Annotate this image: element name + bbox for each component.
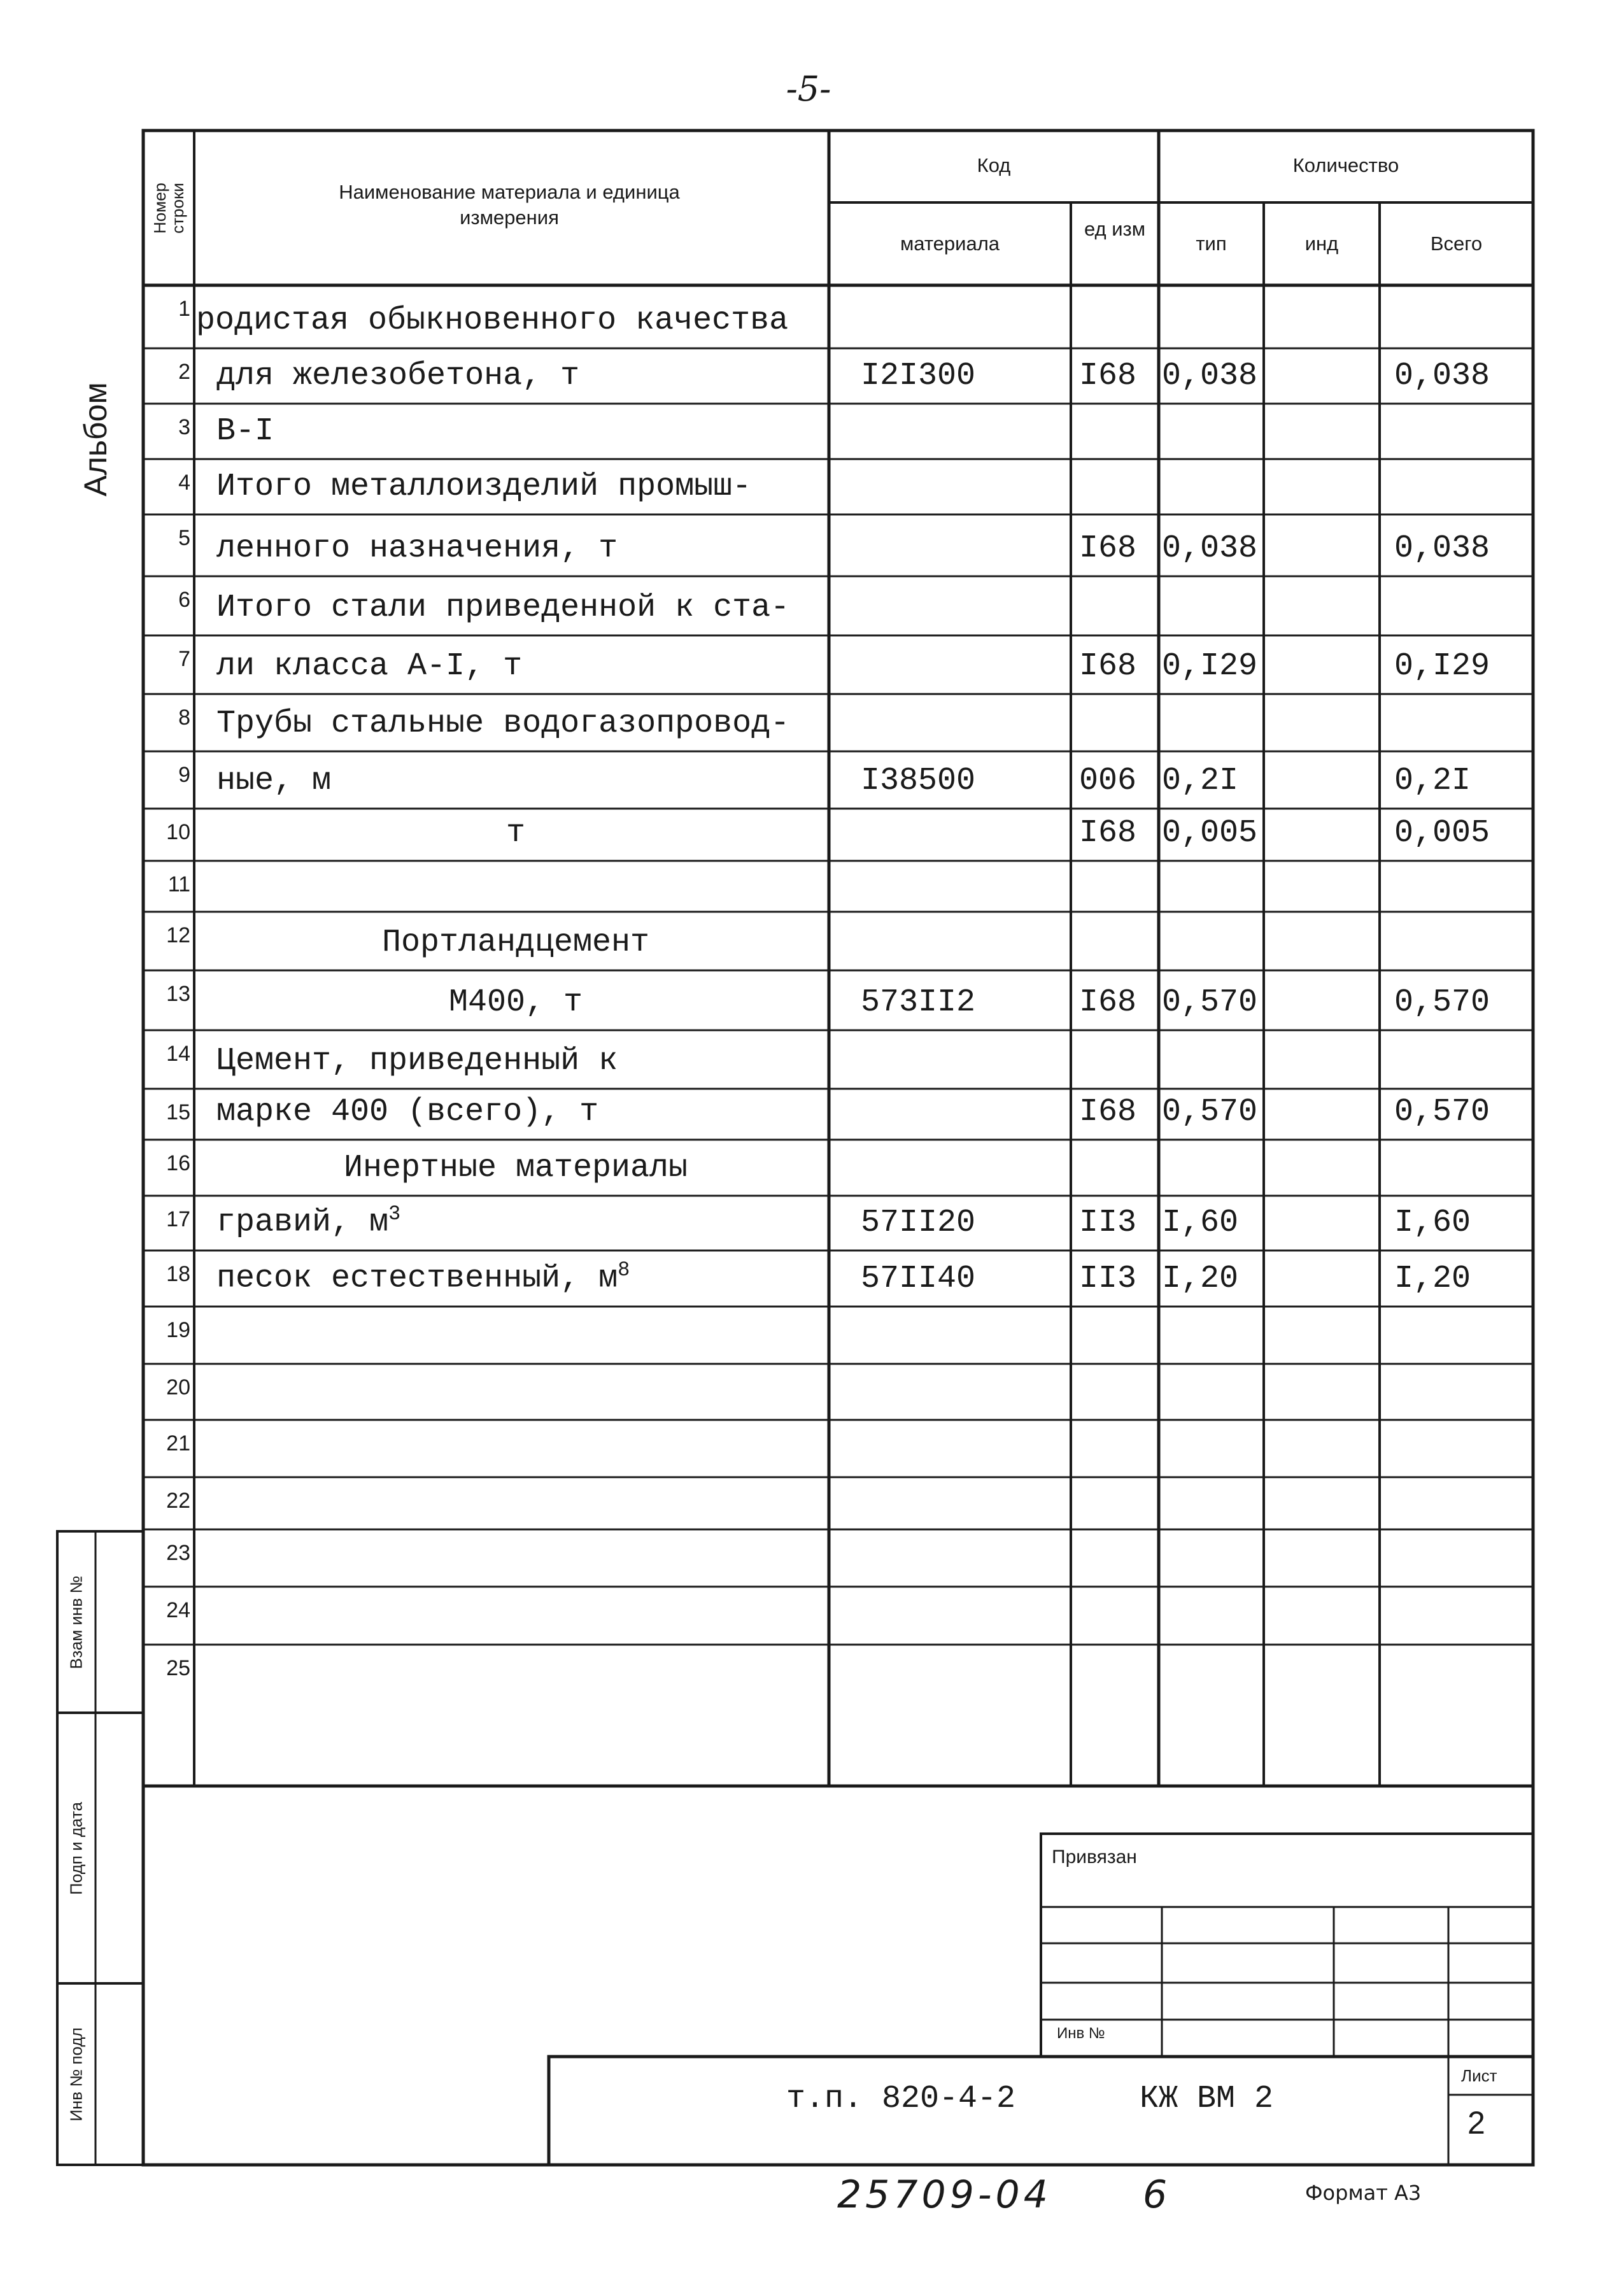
cell-mat [861,694,1071,751]
cell-typ [1162,1030,1264,1089]
cell-typ [1162,404,1264,459]
cell-name: Цемент, приведенный к [216,1043,618,1079]
cell-unit [1079,1364,1159,1420]
cell-typ: I,20 [1162,1261,1239,1297]
cell-unit: I68 [1079,358,1137,394]
table-row [0,514,1619,576]
cell-total [1394,912,1533,970]
cell-mat [861,1089,1071,1140]
cell-name: ли класса A-I, т [216,648,523,684]
privyazan-label: Привязан [1052,1846,1137,1867]
cell-mat [861,861,1071,912]
cell-n: 10 [166,820,190,844]
cell-typ [1162,1364,1264,1420]
table-row [0,809,1619,861]
qty-ind-header: инд [1304,232,1339,255]
cell-name [204,1529,828,1587]
cell-unit: II3 [1079,1261,1137,1297]
cell-n: 22 [166,1489,190,1513]
vzam-inv-label: Взам инв № [66,1575,86,1669]
cell-mat [861,635,1071,694]
cell-mat: 573II2 [861,984,976,1021]
cell-name: Итого стали приведенной к ста- [216,590,790,626]
cell-typ [1162,1477,1264,1529]
table-row [0,404,1619,459]
cell-n: 15 [166,1100,190,1124]
cell-n: 20 [166,1375,190,1400]
cell-name: т [505,815,525,851]
cell-name [204,1477,828,1529]
table-row [0,1251,1619,1307]
cell-name [204,1364,828,1420]
cell-unit [1079,1529,1159,1587]
cell-total [1394,459,1533,514]
cell-typ [1162,861,1264,912]
cell-mat [861,404,1071,459]
cell-mat [861,1364,1071,1420]
table-row [0,285,1619,348]
cell-unit [1079,694,1159,751]
format-label: Формат А3 [1305,2181,1422,2205]
table-row [0,459,1619,514]
cell-mat [861,576,1071,635]
table-row [0,861,1619,912]
cell-name: родистая обыкновенного качества [196,302,789,339]
cell-total: 0,I29 [1394,648,1490,684]
cell-n: 9 [178,763,190,787]
cell-total: 0,038 [1394,530,1490,567]
table-row [0,1587,1619,1645]
cell-total [1394,285,1533,348]
table-row [0,1645,1619,1719]
table-row [0,1477,1619,1529]
cell-total [1394,1140,1533,1196]
cell-mat [861,1307,1071,1364]
table-row [0,1420,1619,1477]
cell-unit [1079,1645,1159,1719]
cell-mat [861,1477,1071,1529]
cell-total [1394,1364,1533,1420]
cell-typ [1162,459,1264,514]
cell-typ: 0,038 [1162,358,1258,394]
table-row [0,1140,1619,1196]
cell-n: 7 [178,647,190,671]
cell-mat: I2I300 [861,358,976,394]
cell-n: 8 [178,705,190,730]
cell-mat [861,459,1071,514]
table-row [0,1307,1619,1364]
cell-typ [1162,576,1264,635]
cell-n: 25 [166,1656,190,1680]
cell-unit [1079,285,1159,348]
table-row [0,1089,1619,1140]
cell-typ: 0,005 [1162,815,1258,851]
table-row [0,576,1619,635]
row-number-header: Номер строки [150,182,187,234]
cell-total: 0,038 [1394,358,1490,394]
cell-name: Трубы стальные водогазопровод- [216,705,790,742]
cell-typ [1162,285,1264,348]
cell-n: 23 [166,1541,190,1565]
cell-mat [861,285,1071,348]
cell-typ [1162,1587,1264,1645]
cell-total [1394,1645,1533,1719]
material-code-header: материала [900,232,1000,255]
cell-mat: I38500 [861,763,976,799]
cell-n: 14 [166,1042,190,1066]
table-row [0,694,1619,751]
cell-name [204,1420,828,1477]
cell-name [204,1307,828,1364]
qty-typ-header: тип [1196,232,1227,255]
cell-unit [1079,912,1159,970]
podp-data-label: Подп и дата [66,1801,86,1895]
document-mark: КЖ ВМ 2 [1140,2081,1274,2117]
cell-unit: I68 [1079,1094,1137,1130]
inv-podl-label: Инв № подл [66,2027,86,2122]
cell-name: Итого металлоизделий промыш- [216,469,752,505]
cell-n: 13 [166,982,190,1006]
sheet-label: Лист [1461,2066,1497,2085]
cell-total [1394,1420,1533,1477]
copy-number: 6 [1143,2172,1168,2217]
cell-name [204,1587,828,1645]
cell-unit: I68 [1079,815,1137,851]
cell-total: 0,570 [1394,1094,1490,1130]
cell-n: 21 [166,1431,190,1456]
cell-total [1394,694,1533,751]
cell-n: 11 [167,872,190,896]
cell-n: 2 [178,360,190,384]
cell-typ: I,60 [1162,1205,1239,1241]
cell-typ [1162,1420,1264,1477]
table-row [0,1364,1619,1420]
cell-total [1394,404,1533,459]
table-row [0,348,1619,404]
cell-typ: 0,570 [1162,1094,1258,1130]
cell-total [1394,1307,1533,1364]
table-row [0,635,1619,694]
cell-name: ленного назначения, т [216,530,618,567]
archive-number: 25709-04 [837,2172,1052,2217]
cell-total [1394,861,1533,912]
cell-unit: II3 [1079,1205,1137,1241]
cell-mat: 57II20 [861,1205,976,1241]
cell-n: 19 [166,1318,190,1342]
qty-total-header: Всего [1430,232,1483,255]
cell-mat [861,1645,1071,1719]
cell-mat: 57II40 [861,1261,976,1297]
cell-total [1394,1529,1533,1587]
cell-unit: 006 [1079,763,1137,799]
cell-mat [861,1030,1071,1089]
cell-mat [861,912,1071,970]
cell-typ: 0,038 [1162,530,1258,567]
cell-n: 6 [178,588,190,612]
cell-typ [1162,1645,1264,1719]
cell-n: 18 [166,1262,190,1286]
cell-n: 5 [178,526,190,550]
cell-n: 17 [166,1207,190,1231]
table-row [0,970,1619,1030]
cell-unit [1079,1477,1159,1529]
inv-no-label: Инв № [1057,2025,1105,2042]
cell-mat [861,514,1071,576]
cell-name: для железобетона, т [216,358,580,394]
cell-unit [1079,1420,1159,1477]
cell-n: 16 [166,1151,190,1175]
cell-n: 3 [178,415,190,439]
cell-total: I,20 [1394,1261,1471,1297]
name-column-header: Наименование материала и единица измерения [339,181,680,229]
cell-name: Инертные материалы [343,1150,688,1186]
cell-unit: I68 [1079,648,1137,684]
cell-total: 0,2I [1394,763,1471,799]
cell-total [1394,576,1533,635]
cell-typ [1162,1140,1264,1196]
cell-unit [1079,1030,1159,1089]
cell-mat [861,1140,1071,1196]
code-column-header: Код [977,154,1011,176]
cell-name: M400, т [448,984,583,1021]
cell-name: песок естественный, $м^8$ [216,1258,630,1297]
album-label: Альбом [78,382,113,497]
cell-name [204,861,828,912]
cell-typ [1162,1529,1264,1587]
cell-n: 24 [166,1598,190,1622]
cell-name: марке 400 (всего), т [216,1094,599,1130]
cell-n: 4 [178,471,190,495]
cell-typ: 0,2I [1162,763,1239,799]
cell-typ [1162,694,1264,751]
quantity-column-header: Количество [1292,154,1399,176]
designation: т.п. 820-4-2 [786,2081,1016,2117]
cell-typ [1162,1307,1264,1364]
cell-unit [1079,1587,1159,1645]
cell-total: 0,005 [1394,815,1490,851]
cell-unit [1079,459,1159,514]
cell-unit [1079,404,1159,459]
table-row [0,751,1619,809]
table-row [0,1030,1619,1089]
cell-mat [861,1420,1071,1477]
cell-name: Портландцемент [381,925,650,961]
cell-typ [1162,912,1264,970]
cell-mat [861,1529,1071,1587]
cell-unit: I68 [1079,984,1137,1021]
cell-mat [861,809,1071,861]
cell-n: 12 [166,923,190,947]
cell-total: 0,570 [1394,984,1490,1021]
cell-name: гравий, $м^3$ [216,1202,401,1241]
cell-total [1394,1587,1533,1645]
cell-typ: 0,570 [1162,984,1258,1021]
table-row [0,1196,1619,1251]
page-number: -5- [786,69,831,109]
cell-mat [861,1587,1071,1645]
cell-unit [1079,1140,1159,1196]
cell-unit [1079,1307,1159,1364]
cell-unit: I68 [1079,530,1137,567]
cell-name: ные, м [216,763,332,799]
cell-n: 1 [178,297,190,321]
cell-total [1394,1477,1533,1529]
cell-unit [1079,576,1159,635]
cell-name [204,1645,828,1719]
cell-name: B-I [216,413,274,450]
cell-total: I,60 [1394,1205,1471,1241]
cell-unit [1079,861,1159,912]
sheet-number: 2 [1467,2105,1485,2141]
table-row [0,1529,1619,1587]
unit-code-header: ед изм [1084,218,1146,240]
table-row [0,912,1619,970]
cell-total [1394,1030,1533,1089]
cell-typ: 0,I29 [1162,648,1258,684]
